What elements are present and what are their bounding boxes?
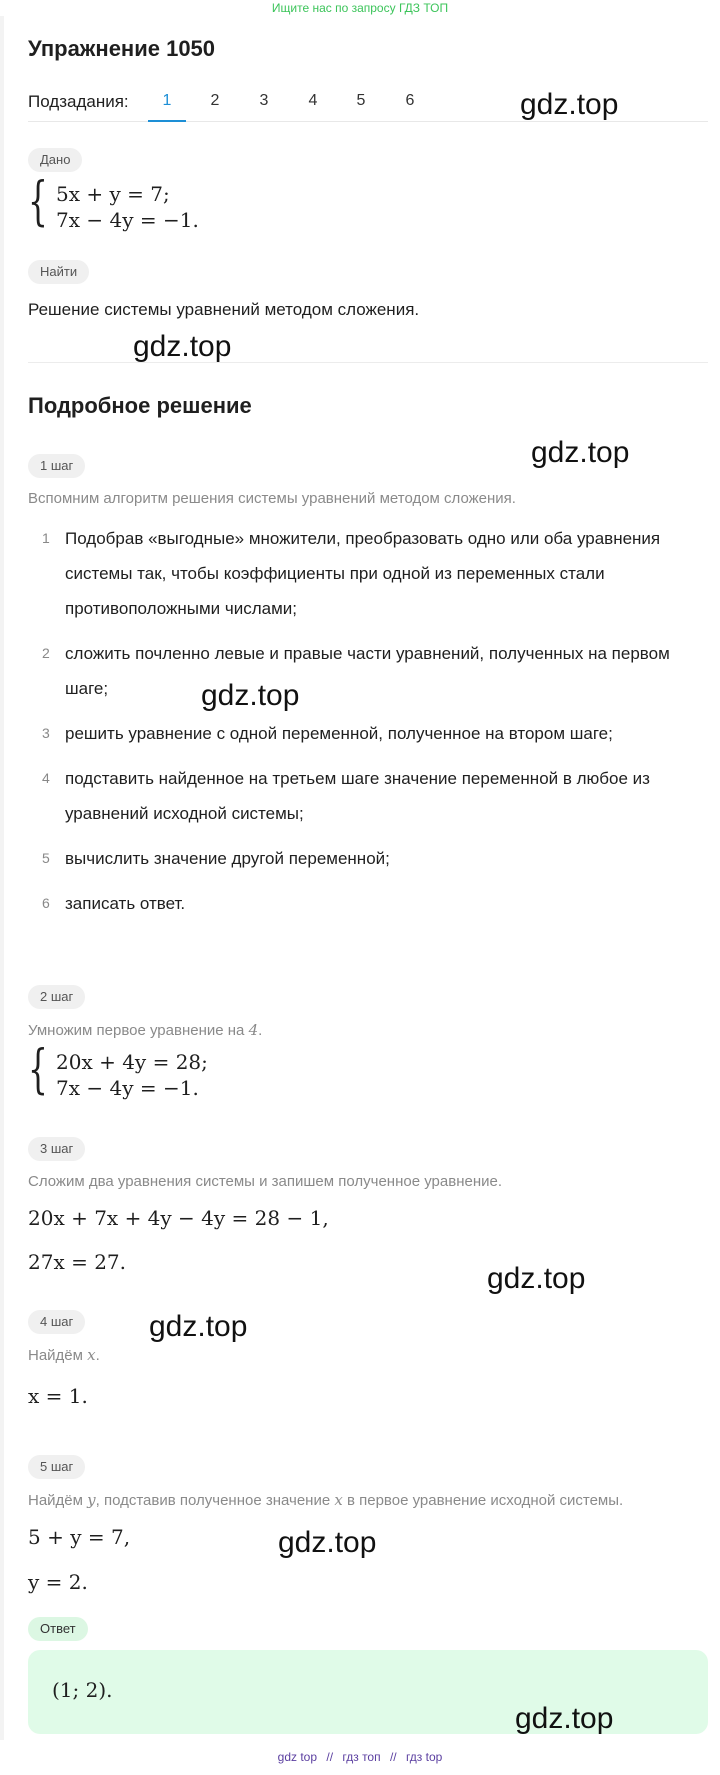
step5-text-var-x: x	[334, 1491, 343, 1509]
footer-link[interactable]: гдз топ	[342, 1750, 381, 1764]
step4-pill: 4 шаг	[28, 1310, 85, 1334]
list-item-text: подставить найденное на третьем шаге значение переменной в любое из уравнений исходной системы;	[65, 769, 650, 823]
step2-text-a: Умножим первое уравнение на	[28, 1022, 249, 1039]
step3-pill: 3 шаг	[28, 1137, 85, 1161]
list-item	[42, 636, 702, 706]
system-brace: {	[28, 172, 48, 232]
left-border	[0, 16, 4, 1740]
tab-subtask-6[interactable]: 6	[405, 92, 415, 109]
list-item	[42, 716, 702, 751]
step2-pill: 2 шаг	[28, 985, 85, 1009]
step4-text-var: x	[87, 1346, 96, 1364]
step4-equation-1: x = 1.	[28, 1384, 88, 1408]
footer-separator: //	[389, 1750, 397, 1764]
tab-subtask-3[interactable]: 3	[259, 92, 269, 109]
step5-text-b: , подставив полученное значение	[95, 1492, 335, 1509]
find-text: Решение системы уравнений методом сложения.	[28, 300, 420, 319]
section-divider	[28, 362, 708, 363]
step3-text: Сложим два уравнения системы и запишем полученное уравнение.	[28, 1173, 503, 1190]
list-item	[42, 761, 702, 831]
step4-text	[28, 1346, 100, 1364]
list-item-number: 2	[42, 645, 50, 661]
footer-links	[0, 1750, 720, 1764]
given-equation-1: 5x + y = 7;	[56, 182, 170, 206]
step5-text-c: в первое уравнение исходной системы.	[342, 1492, 624, 1509]
given-pill: Дано	[28, 148, 82, 172]
footer-separator: //	[326, 1750, 334, 1764]
solution-heading: Подробное решение	[28, 393, 252, 418]
footer-link[interactable]: гдз top	[405, 1750, 443, 1764]
system-brace: {	[28, 1040, 48, 1100]
watermark: gdz.top	[201, 679, 300, 712]
step4-text-b: .	[95, 1347, 100, 1364]
step5-text	[28, 1491, 623, 1509]
answer-value: (1; 2).	[52, 1678, 113, 1702]
step2-equation-1: 20x + 4y = 28;	[56, 1050, 208, 1074]
find-pill: Найти	[28, 260, 89, 284]
step4-text-a: Найдём	[28, 1347, 88, 1364]
footer-link[interactable]: gdz top	[277, 1750, 318, 1764]
step2-equation-2: 7x − 4y = −1.	[56, 1076, 199, 1100]
step5-pill: 5 шаг	[28, 1455, 85, 1479]
tab-subtask-5[interactable]: 5	[356, 92, 366, 109]
step5-text-var-y: y	[87, 1491, 96, 1509]
list-item	[42, 521, 702, 626]
top-banner: Ищите нас по запросу ГДЗ ТОП	[271, 1, 449, 15]
algorithm-list	[42, 521, 702, 931]
list-item	[42, 841, 702, 876]
page-title: Упражнение 1050	[28, 36, 216, 61]
watermark: gdz.top	[278, 1526, 377, 1559]
step1-pill: 1 шаг	[28, 454, 85, 478]
step3-equation-2: 27x = 27.	[28, 1250, 127, 1274]
list-item-text: Подобрав «выгодные» множители, преобразовать одно или оба уравнения системы так, чтобы коэффициенты при одной из переменных стали противоположными числами;	[65, 529, 661, 618]
tab-subtask-1[interactable]: 1	[148, 92, 186, 110]
watermark: gdz.top	[149, 1310, 248, 1343]
answer-pill: Ответ	[28, 1617, 88, 1641]
list-item-number: 5	[42, 850, 50, 866]
step1-text: Вспомним алгоритм решения системы уравнений методом сложения.	[28, 490, 516, 507]
watermark: gdz.top	[531, 436, 630, 469]
watermark: gdz.top	[133, 330, 232, 363]
watermark: gdz.top	[487, 1262, 586, 1295]
list-item-text: вычислить значение другой переменной;	[65, 849, 390, 868]
step5-equation-2: y = 2.	[28, 1570, 88, 1594]
subtasks-label: Подзадания:	[28, 92, 129, 111]
step3-equation-1: 20x + 7x + 4y − 4y = 28 − 1,	[28, 1206, 329, 1230]
step5-equation-1: 5 + y = 7,	[28, 1525, 131, 1549]
list-item-text: сложить почленно левые и правые части уравнений, полученных на первом шаге;	[65, 644, 670, 698]
given-equation-2: 7x − 4y = −1.	[56, 208, 199, 232]
list-item-number: 3	[42, 725, 50, 741]
list-item-text: решить уравнение с одной переменной, полученное на втором шаге;	[65, 724, 613, 743]
list-item-number: 6	[42, 895, 50, 911]
step2-text-num: 4	[248, 1021, 259, 1039]
watermark: gdz.top	[520, 88, 619, 121]
step5-text-a: Найдём	[28, 1492, 88, 1509]
step2-text	[28, 1021, 262, 1039]
tab-subtask-4[interactable]: 4	[308, 92, 318, 109]
list-item-number: 1	[42, 530, 50, 546]
list-item-number: 4	[42, 770, 50, 786]
watermark: gdz.top	[515, 1702, 614, 1735]
list-item-text: записать ответ.	[65, 894, 186, 913]
tab-subtask-2[interactable]: 2	[210, 92, 220, 109]
step2-text-b: .	[258, 1022, 263, 1039]
list-item	[42, 886, 702, 921]
